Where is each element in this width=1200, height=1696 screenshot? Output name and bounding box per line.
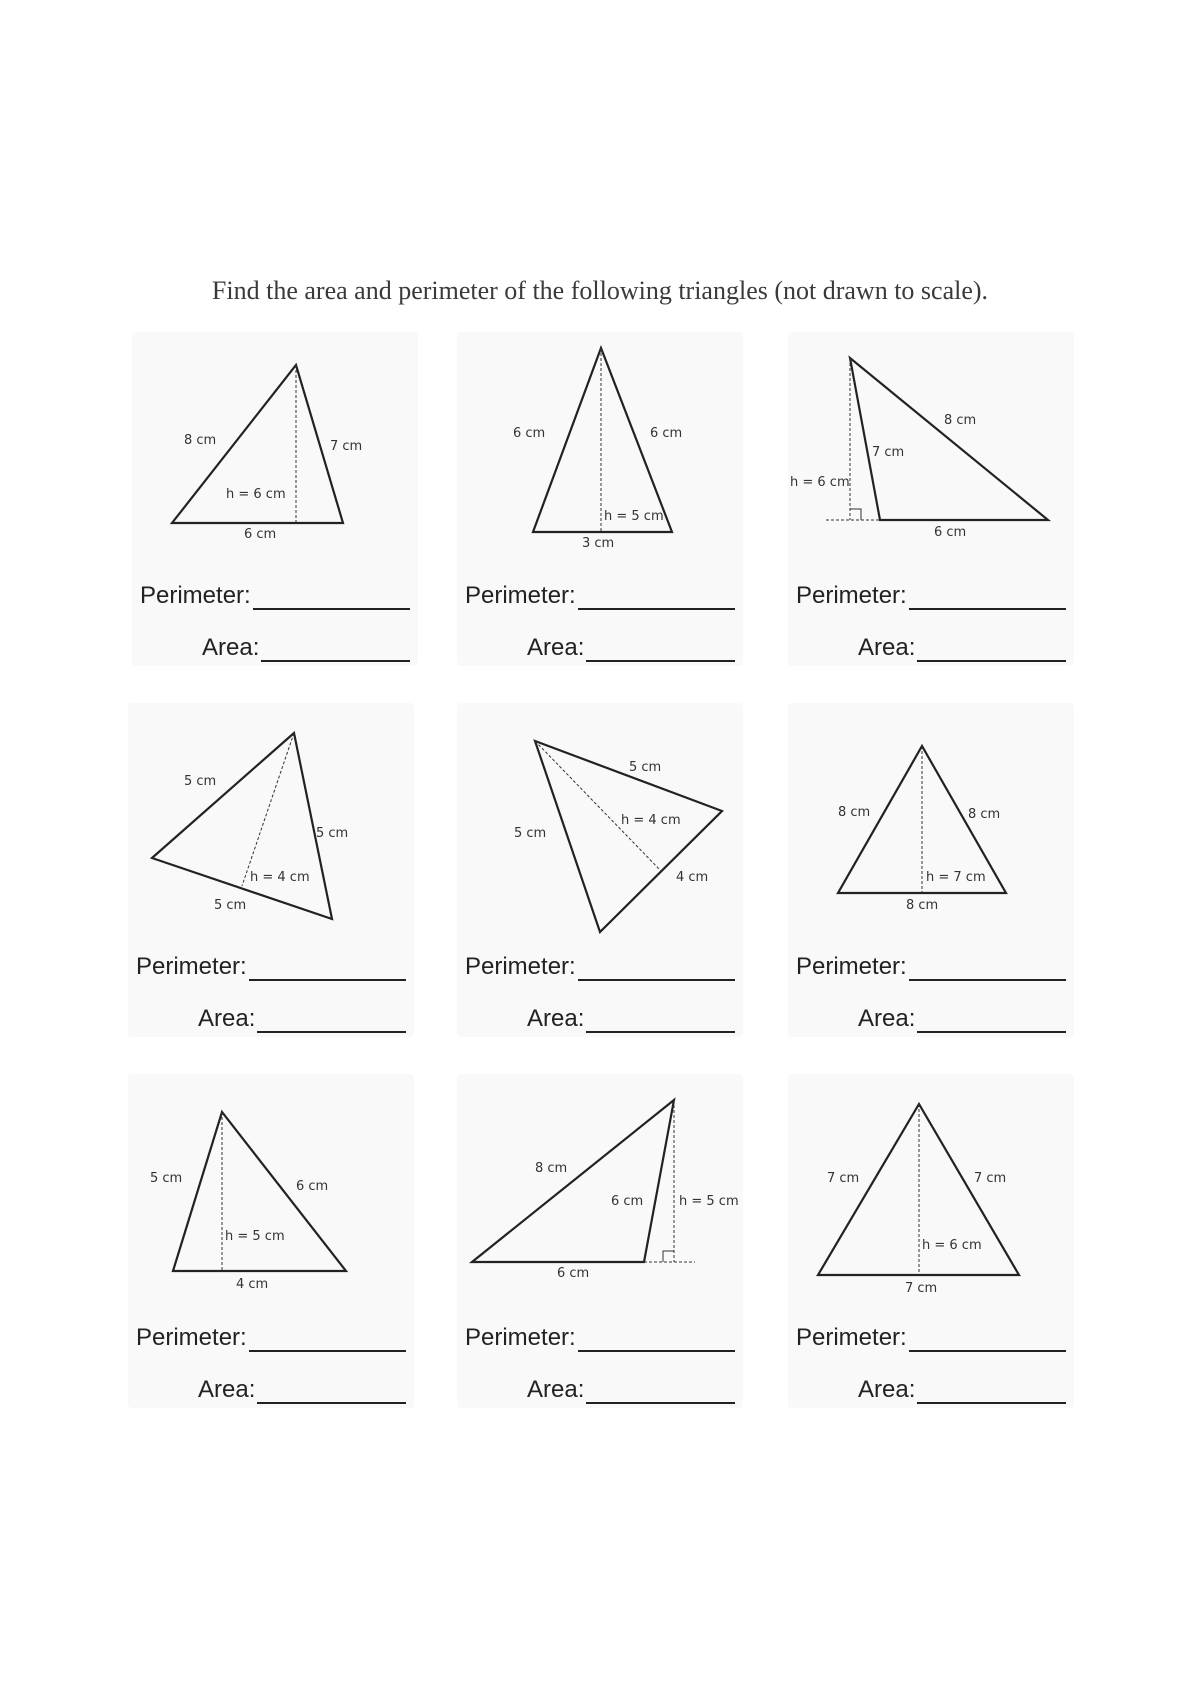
side-label: 5 cm (629, 760, 662, 775)
perimeter-label: Perimeter: (796, 582, 907, 609)
triangle-card-6 (788, 703, 1074, 1037)
perimeter-label: Perimeter: (796, 953, 907, 980)
perimeter-blank[interactable] (578, 586, 735, 610)
side-label: 8 cm (535, 1161, 568, 1176)
perimeter-label: Perimeter: (136, 953, 247, 980)
base-label: 6 cm (557, 1266, 590, 1281)
perimeter-answer (136, 953, 406, 981)
perimeter-answer (796, 582, 1066, 610)
height-label: h = 6 cm (226, 487, 286, 502)
triangle-figure-7 (128, 1074, 414, 1408)
area-answer (136, 1005, 406, 1033)
worksheet-title: Find the area and perimeter of the following triangles (not drawn to scale). (211, 276, 989, 305)
base-label: 7 cm (905, 1281, 938, 1296)
triangle-figure-4 (128, 703, 414, 1037)
side-label: 8 cm (968, 807, 1001, 822)
perimeter-answer (465, 1324, 735, 1352)
perimeter-blank[interactable] (249, 1328, 406, 1352)
perimeter-label: Perimeter: (796, 1324, 907, 1351)
area-blank[interactable] (586, 1009, 735, 1033)
perimeter-label: Perimeter: (136, 1324, 247, 1351)
area-answer (465, 634, 735, 662)
area-blank[interactable] (257, 1009, 406, 1033)
perimeter-blank[interactable] (578, 1328, 735, 1352)
base-label: 5 cm (214, 898, 247, 913)
side-label: 7 cm (974, 1171, 1007, 1186)
side-label: 6 cm (296, 1179, 329, 1194)
triangle-card-7 (128, 1074, 414, 1408)
perimeter-answer (465, 582, 735, 610)
height-label: h = 5 cm (679, 1194, 739, 1209)
side-label: 5 cm (150, 1171, 183, 1186)
area-label: Area: (527, 634, 585, 661)
base-label: 6 cm (934, 525, 967, 540)
area-label: Area: (858, 1005, 916, 1032)
perimeter-answer (796, 1324, 1066, 1352)
perimeter-blank[interactable] (249, 957, 406, 981)
triangle-shape (152, 733, 332, 919)
triangle-figure-1 (132, 332, 418, 666)
triangle-card-1 (132, 332, 418, 666)
triangle-card-4 (128, 703, 414, 1037)
side-label: 7 cm (330, 439, 363, 454)
side-label: 5 cm (184, 774, 217, 789)
perimeter-blank[interactable] (253, 586, 410, 610)
height-label: h = 4 cm (621, 813, 681, 828)
area-answer (465, 1376, 735, 1404)
perimeter-blank[interactable] (909, 957, 1066, 981)
triangle-card-2 (457, 332, 743, 666)
area-label: Area: (527, 1376, 585, 1403)
area-blank[interactable] (917, 638, 1066, 662)
right-angle-marker (850, 509, 861, 520)
height-label: h = 7 cm (926, 870, 986, 885)
side-label: 6 cm (611, 1194, 644, 1209)
area-answer (465, 1005, 735, 1033)
base-label: 8 cm (906, 898, 939, 913)
perimeter-answer (140, 582, 410, 610)
area-blank[interactable] (586, 638, 735, 662)
triangle-figure-8 (457, 1074, 743, 1408)
triangle-figure-6 (788, 703, 1074, 1037)
triangle-card-8 (457, 1074, 743, 1408)
area-label: Area: (858, 634, 916, 661)
area-answer (796, 1005, 1066, 1033)
area-blank[interactable] (917, 1009, 1066, 1033)
side-label: 8 cm (838, 805, 871, 820)
area-label: Area: (198, 1005, 256, 1032)
triangle-shape (472, 1100, 674, 1262)
side-label: 8 cm (184, 433, 217, 448)
area-label: Area: (858, 1376, 916, 1403)
perimeter-label: Perimeter: (140, 582, 251, 609)
side-label: 6 cm (513, 426, 546, 441)
base-label: 3 cm (582, 536, 615, 551)
side-label: 5 cm (316, 826, 349, 841)
height-label: h = 5 cm (604, 509, 664, 524)
side-label: 7 cm (827, 1171, 860, 1186)
base-label: 4 cm (676, 870, 709, 885)
perimeter-answer (796, 953, 1066, 981)
height-label: h = 4 cm (250, 870, 310, 885)
area-answer (140, 634, 410, 662)
triangle-figure-5 (457, 703, 743, 1037)
right-angle-marker (663, 1251, 674, 1262)
base-label: 6 cm (244, 527, 277, 542)
triangle-card-5 (457, 703, 743, 1037)
area-blank[interactable] (261, 638, 410, 662)
triangle-figure-9 (788, 1074, 1074, 1408)
perimeter-blank[interactable] (909, 1328, 1066, 1352)
area-blank[interactable] (917, 1380, 1066, 1404)
triangle-shape (850, 358, 1048, 520)
triangle-card-3 (788, 332, 1074, 666)
height-label: h = 6 cm (790, 475, 850, 490)
area-label: Area: (202, 634, 260, 661)
triangle-figure-2 (457, 332, 743, 666)
perimeter-answer (136, 1324, 406, 1352)
area-answer (136, 1376, 406, 1404)
base-label: 4 cm (236, 1277, 269, 1292)
side-label: 5 cm (514, 826, 547, 841)
area-label: Area: (527, 1005, 585, 1032)
area-answer (796, 634, 1066, 662)
perimeter-label: Perimeter: (465, 1324, 576, 1351)
perimeter-label: Perimeter: (465, 953, 576, 980)
area-label: Area: (198, 1376, 256, 1403)
side-label: 8 cm (944, 413, 977, 428)
perimeter-answer (465, 953, 735, 981)
triangle-figure-3 (788, 332, 1074, 666)
side-label: 6 cm (650, 426, 683, 441)
perimeter-blank[interactable] (578, 957, 735, 981)
triangle-card-9 (788, 1074, 1074, 1408)
height-label: h = 6 cm (922, 1238, 982, 1253)
height-label: h = 5 cm (225, 1229, 285, 1244)
perimeter-label: Perimeter: (465, 582, 576, 609)
side-label: 7 cm (872, 445, 905, 460)
perimeter-blank[interactable] (909, 586, 1066, 610)
area-blank[interactable] (257, 1380, 406, 1404)
area-blank[interactable] (586, 1380, 735, 1404)
area-answer (796, 1376, 1066, 1404)
